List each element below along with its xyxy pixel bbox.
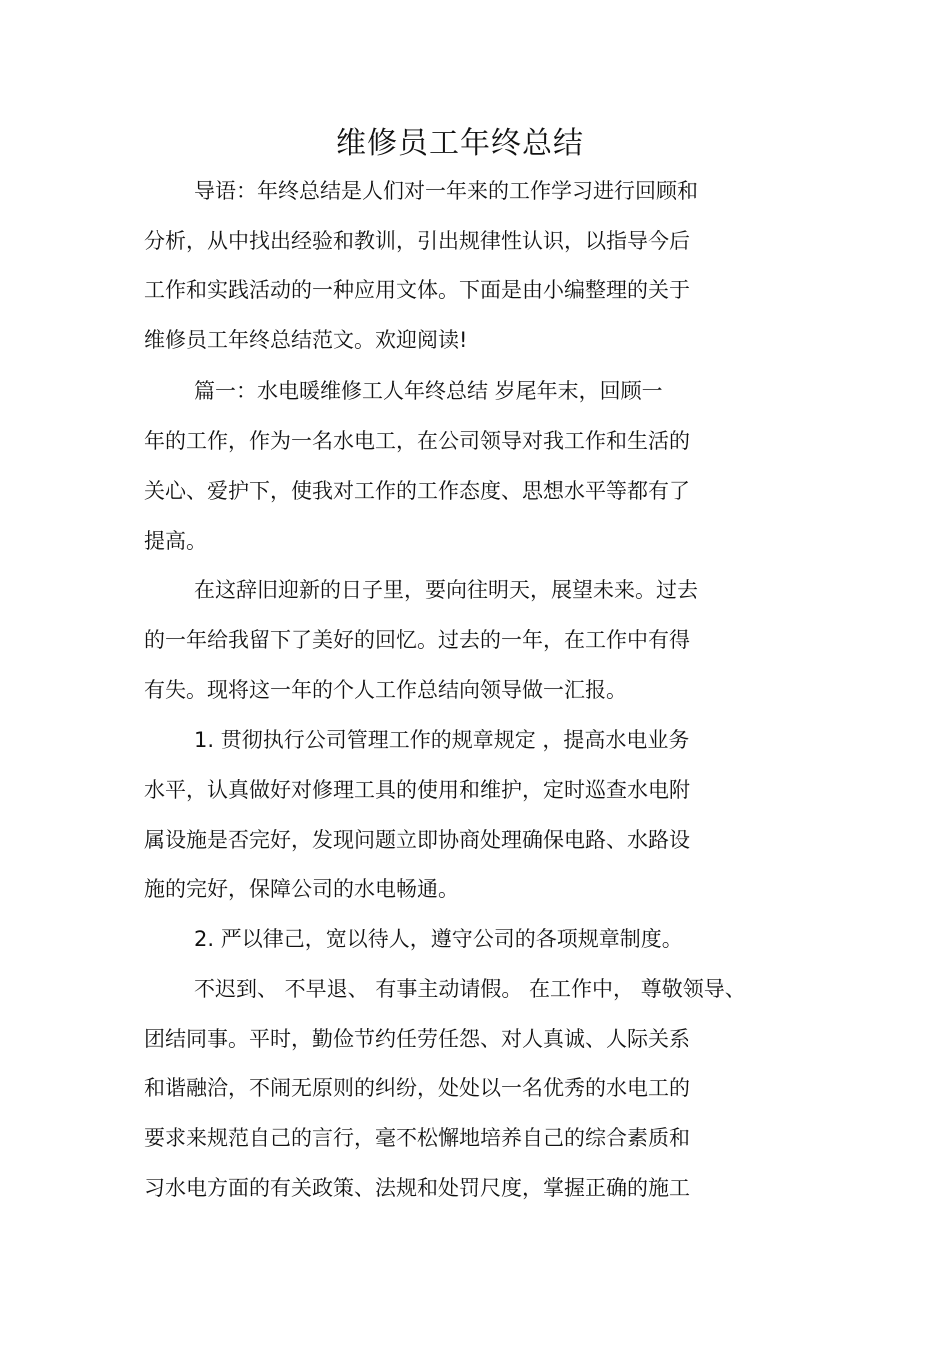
- paragraph-line: 和谐融洽，不闹无原则的纠纷，处处以一名优秀的水电工的: [144, 1076, 690, 1100]
- paragraph-line: 工作和实践活动的一种应用文体。下面是由小编整理的关于: [144, 278, 690, 302]
- paragraph-line: 提高。: [144, 529, 207, 553]
- paragraph-line: 有失。现将这一年的个人工作总结向领导做一汇报。: [144, 678, 627, 702]
- paragraph-line: 施的完好，保障公司的水电畅通。: [144, 877, 459, 901]
- paragraph-line: 分析，从中找出经验和教训，引出规律性认识，以指导今后: [144, 229, 690, 253]
- paragraph-line: 维修员工年终总结范文。欢迎阅读!: [144, 328, 468, 352]
- paragraph-line: 1. 贯彻执行公司管理工作的规章规定 ，提高水电业务: [194, 728, 690, 752]
- paragraph-line: 的一年给我留下了美好的回忆。过去的一年，在工作中有得: [144, 628, 690, 652]
- paragraph-line: 年的工作，作为一名水电工，在公司领导对我工作和生活的: [144, 429, 690, 453]
- paragraph-line: 导语：年终总结是人们对一年来的工作学习进行回顾和: [194, 179, 698, 203]
- document-title: 维修员工年终总结: [336, 126, 584, 161]
- paragraph-line: 水平，认真做好对修理工具的使用和维护，定时巡查水电附: [144, 778, 690, 802]
- paragraph-line: 不迟到、 不早退、 有事主动请假。 在工作中， 尊敬领导、: [194, 977, 746, 1001]
- paragraph-line: 2. 严以律己，宽以待人，遵守公司的各项规章制度。: [194, 927, 683, 951]
- paragraph-line: 关心、爱护下，使我对工作的工作态度、思想水平等都有了: [144, 479, 690, 503]
- paragraph-line: 团结同事。平时，勤俭节约任劳任怨、对人真诚、人际关系: [144, 1027, 690, 1051]
- paragraph-line: 在这辞旧迎新的日子里，要向往明天，展望未来。过去: [194, 578, 698, 602]
- paragraph-line: 属设施是否完好，发现问题立即协商处理确保电路、水路设: [144, 828, 690, 852]
- paragraph-line: 篇一：水电暖维修工人年终总结 岁尾年末，回顾一: [194, 379, 663, 403]
- paragraph-line: 要求来规范自己的言行，毫不松懈地培养自己的综合素质和: [144, 1126, 690, 1150]
- paragraph-line: 习水电方面的有关政策、法规和处罚尺度，掌握正确的施工: [144, 1176, 690, 1200]
